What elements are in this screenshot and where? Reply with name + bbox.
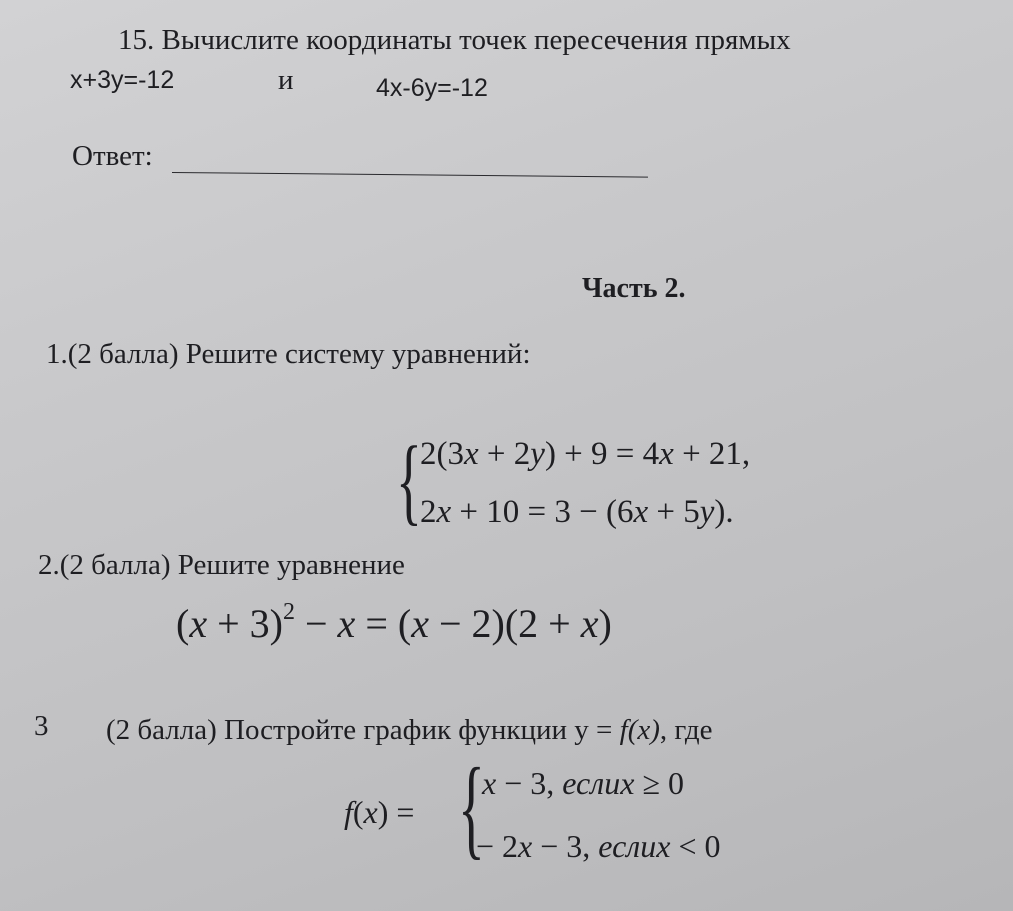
answer-label: Ответ: bbox=[72, 140, 153, 172]
system-equation-1: 2(3x + 2y) + 9 = 4x + 21, bbox=[420, 436, 751, 472]
function-lhs: f(x) = bbox=[344, 794, 415, 830]
part2-title: Часть 2. bbox=[582, 273, 686, 304]
system-brace-icon: { bbox=[396, 427, 422, 535]
task3-number: 3 bbox=[34, 710, 49, 742]
task2-equation: $(x + 3)^2 - x = (x - 2)(2 + x)$ bbox=[176, 598, 612, 646]
task15-text: 15. Вычислите координаты точек пересечения прямых bbox=[118, 24, 791, 56]
piecewise-case-1: x − 3, еслиx ≥ 0 bbox=[482, 765, 684, 801]
answer-line[interactable] bbox=[172, 172, 648, 178]
piecewise-brace-icon: { bbox=[458, 746, 485, 870]
system-equation-2: 2x + 10 = 3 − (6x + 5y). bbox=[420, 494, 734, 530]
piecewise-case-2: − 2x − 3, еслиx < 0 bbox=[476, 828, 721, 864]
task2-text: 2.(2 балла) Решите уравнение bbox=[38, 549, 405, 581]
task15-conjunction: и bbox=[278, 64, 294, 96]
task15-equation-2: 4x-6y=-12 bbox=[376, 74, 488, 102]
task3-text: (2 балла) Постройте график функции y = f(x), где bbox=[106, 714, 713, 746]
task1-text: 1.(2 балла) Решите систему уравнений: bbox=[46, 338, 531, 370]
task15-equation-1: x+3y=-12 bbox=[70, 66, 175, 94]
